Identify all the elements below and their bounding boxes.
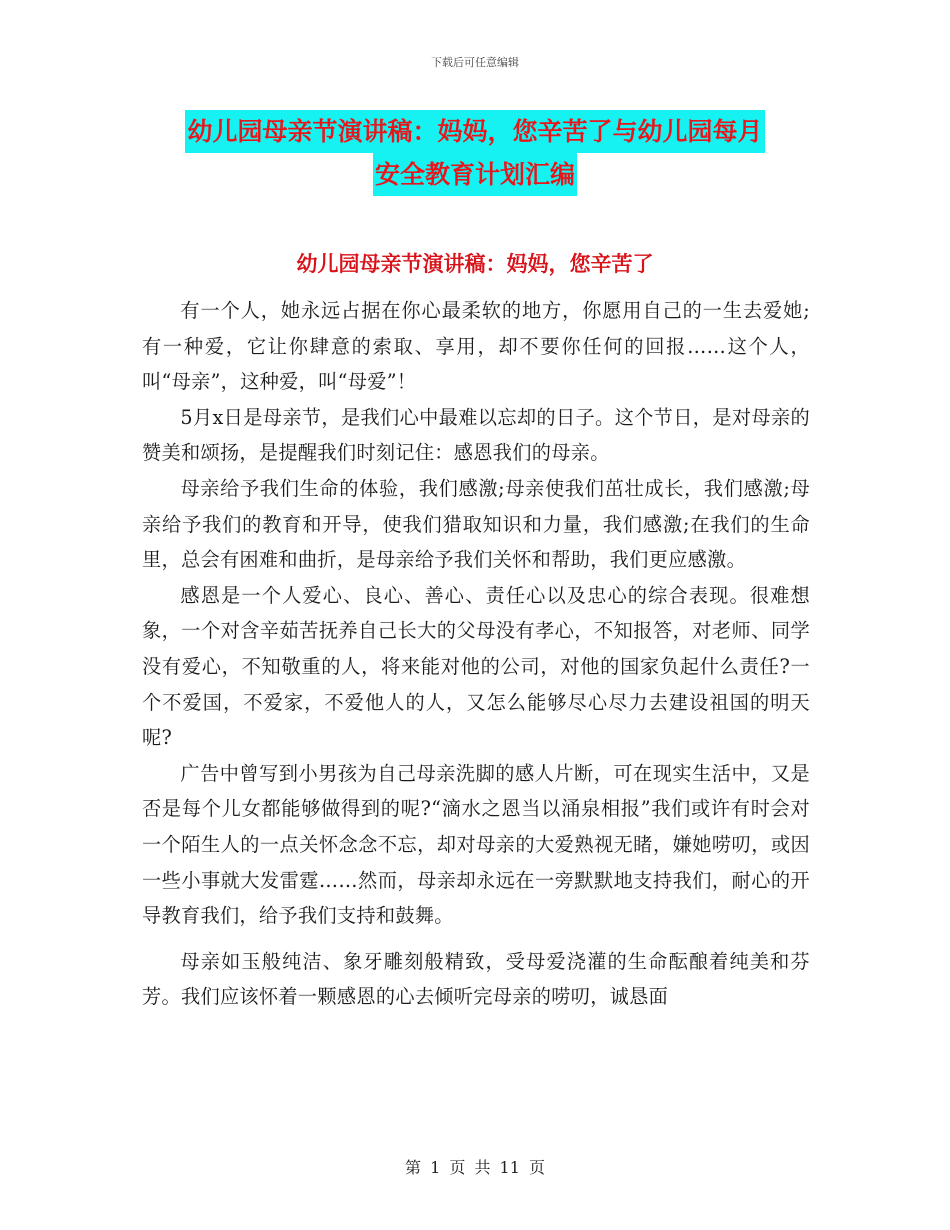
section-title: 幼儿园母亲节演讲稿：妈妈，您辛苦了 — [296, 252, 654, 276]
paragraph-6: 母亲如玉般纯洁、象牙雕刻般精致，受母爱浇灌的生命酝酿着纯美和芬芳。我们应该怀着一颗感恩的心去倾听完母亲的唠叨，诚恳面 — [142, 949, 810, 1009]
paragraph-5: 广告中曾写到小男孩为自己母亲洗脚的感人片断，可在现实生活中，又是否是每个儿女都能够做得到的呢?“滴水之恩当以涌泉相报”我们或许有时会对一个陌生人的一点关怀念念不忘，却对母亲的大爱熟视无睹，嫌她唠叨，或因一些小事就大发雷霆……然而，母亲却永远在一旁默默地支持我们，耐心的开导教育我们，给予我们支持和鼓舞。 — [142, 761, 810, 928]
page-header-note: 下载后可任意编辑 — [431, 56, 519, 69]
body-text — [142, 293, 810, 1015]
paragraph-4: 感恩是一个人爱心、良心、善心、责任心以及忠心的综合表现。很难想象，一个对含辛茹苦抚养自己长大的父母没有孝心，不知报答，对老师、同学没有爱心，不知敬重的人，将来能对他的公司，对他的国家负起什么责任?一个不爱国，不爱家，不爱他人的人，又怎么能够尽心尽力去建设祖国的明天呢? — [142, 583, 810, 750]
paragraph-2: 5月x日是母亲节，是我们心中最难以忘却的日子。这个节日，是对母亲的赞美和颂扬，是提醒我们时刻记住：感恩我们的母亲。 — [142, 405, 810, 465]
page-footer: 第 1 页 共 11 页 — [405, 1158, 545, 1177]
document-title-line-2: 安全教育计划汇编 — [373, 153, 577, 196]
paragraph-1: 有一个人，她永远占据在你心最柔软的地方，你愿用自己的一生去爱她;有一种爱，它让你肆意的索取、享用，却不要你任何的回报……这个人，叫“母亲”，这种爱，叫“母爱”！ — [142, 299, 810, 394]
document-title — [0, 110, 950, 196]
paragraph-3: 母亲给予我们生命的体验，我们感激;母亲使我们茁壮成长，我们感激;母亲给予我们的教育和开导，使我们猎取知识和力量，我们感激;在我们的生命里，总会有困难和曲折，是母亲给予我们关怀和帮助，我们更应感激。 — [142, 476, 810, 572]
document-title-line-1: 幼儿园母亲节演讲稿：妈妈，您辛苦了与幼儿园每月 — [185, 110, 764, 153]
